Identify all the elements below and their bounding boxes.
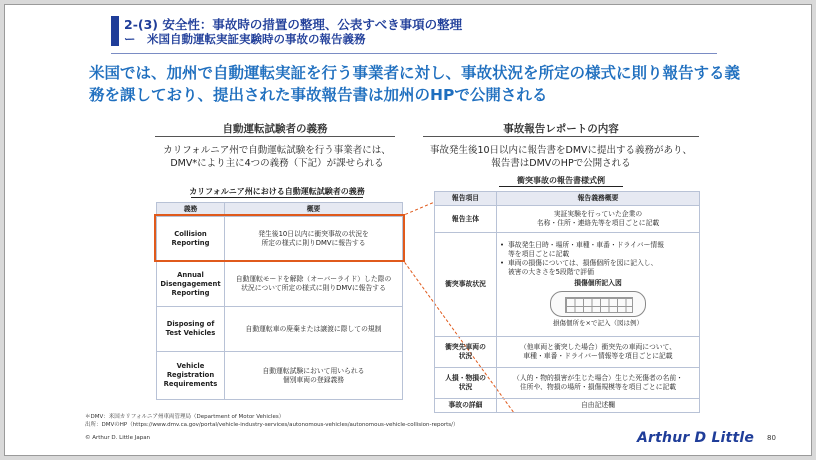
copyright: © Arthur D. Little Japan xyxy=(85,435,151,441)
right-description: 事故発生後10日以内に報告書をDMVに提出する義務があり、 報告書はDMVのHPで公開される xyxy=(429,145,693,169)
connector-dash-top xyxy=(405,202,433,215)
left-description: カリフォルニア州で自動運転試験を行う事業者には、 DMV*により主に4つの義務（下記）が課せられる xyxy=(163,145,391,169)
left-section-rule xyxy=(155,136,395,137)
header-divider xyxy=(111,53,717,54)
table-row: 事故の詳細 自由記述欄 xyxy=(435,399,700,413)
vehicle-damage-diagram xyxy=(550,291,646,317)
slide xyxy=(4,4,812,456)
company-logo: Arthur D Little xyxy=(637,430,755,446)
headline: 米国では、加州で自動運転実証を行う事業者に対し、事故状況を所定の様式に則り報告する義務を課しており、提出された事故報告書は加州のHPで公開される xyxy=(89,64,741,104)
report-form-table xyxy=(434,191,700,413)
table-row: Collision Reporting 発生後10日以内に衝突事故の状況を 所定の様式に則りDMVに報告する xyxy=(157,217,403,262)
collision-reporting-highlight xyxy=(154,214,405,262)
left-section-title: 自動運転試験者の義務 xyxy=(222,123,328,135)
footnote-source: 出所：DMVのHP（https://www.dmv.ca.gov/portal/vehicle-industry-services/autonomous-vehicles/autonomous-vehicle-collision-reports/） xyxy=(85,422,459,428)
col-header-details: 報告義務概要 xyxy=(497,192,700,206)
header-accent-bar xyxy=(111,16,119,46)
table-row: 報告主体 実証実験を行っていた企業の 名称・住所・連絡先等を項目ごとに記載 xyxy=(435,206,700,233)
page-number: 80 xyxy=(767,434,776,442)
right-section-title: 事故報告レポートの内容 xyxy=(503,123,619,135)
right-table-title-rule xyxy=(499,186,623,187)
right-section-rule xyxy=(423,136,699,137)
col-header-summary: 概要 xyxy=(225,203,403,217)
col-header-item: 報告項目 xyxy=(435,192,497,206)
footnote-dmv: ＊DMV：米国カリフォルニア州車両管理局（Department of Motor Vehicles） xyxy=(85,414,285,420)
table-row: 人損・物損の 状況 （人的・物的損害が生じた場合）生じた死傷者の名前・ 住所や、物損の場所・損傷規模等を項目ごとに記載 xyxy=(435,368,700,399)
left-table-title-rule xyxy=(191,197,363,198)
col-header-duty: 義務 xyxy=(157,203,225,217)
section-subtitle: ー 米国自動運転実証実験時の事故の報告義務 xyxy=(124,32,366,46)
damage-diagram-title: 損傷個所記入図 xyxy=(574,279,622,287)
table-row: Vehicle Registration Requirements 自動運転試験において用いられる 個別車両の登録義務 xyxy=(157,352,403,400)
table-row: Annual Disengagement Reporting 自動運転モードを解除（オーバーライド）した際の 状況について所定の様式に則りDMVに報告する xyxy=(157,262,403,307)
damage-diagram-caption: 損傷個所を×で記入（図は例） xyxy=(553,319,643,327)
right-table-title: 衝突事故の報告書様式例 xyxy=(517,176,605,185)
table-row: 衝突事故状況 • 事故発生日時・場所・車種・車番・ドライバー情報 等を項目ごとに記載 • 車両の損傷については、損傷個所を図に記入し、 被害の大きさを5段階で評価 損傷個所記入図 損傷個所を×で記入（図は例） xyxy=(435,233,700,337)
left-table-title: カリフォルニア州における自動運転試験者の義務 xyxy=(189,187,365,196)
section-title: 2-(3) 安全性：事故時の措置の整理、公表すべき事項の整理 xyxy=(124,17,463,32)
table-row: 衝突先車両の 状況 （他車両と衝突した場合）衝突先の車両について、 車種・車番・ドライバー情報等を項目ごとに記載 xyxy=(435,337,700,368)
table-row: Disposing of Test Vehicles 自動運転車の廃棄または譲渡に際しての規制 xyxy=(157,307,403,352)
